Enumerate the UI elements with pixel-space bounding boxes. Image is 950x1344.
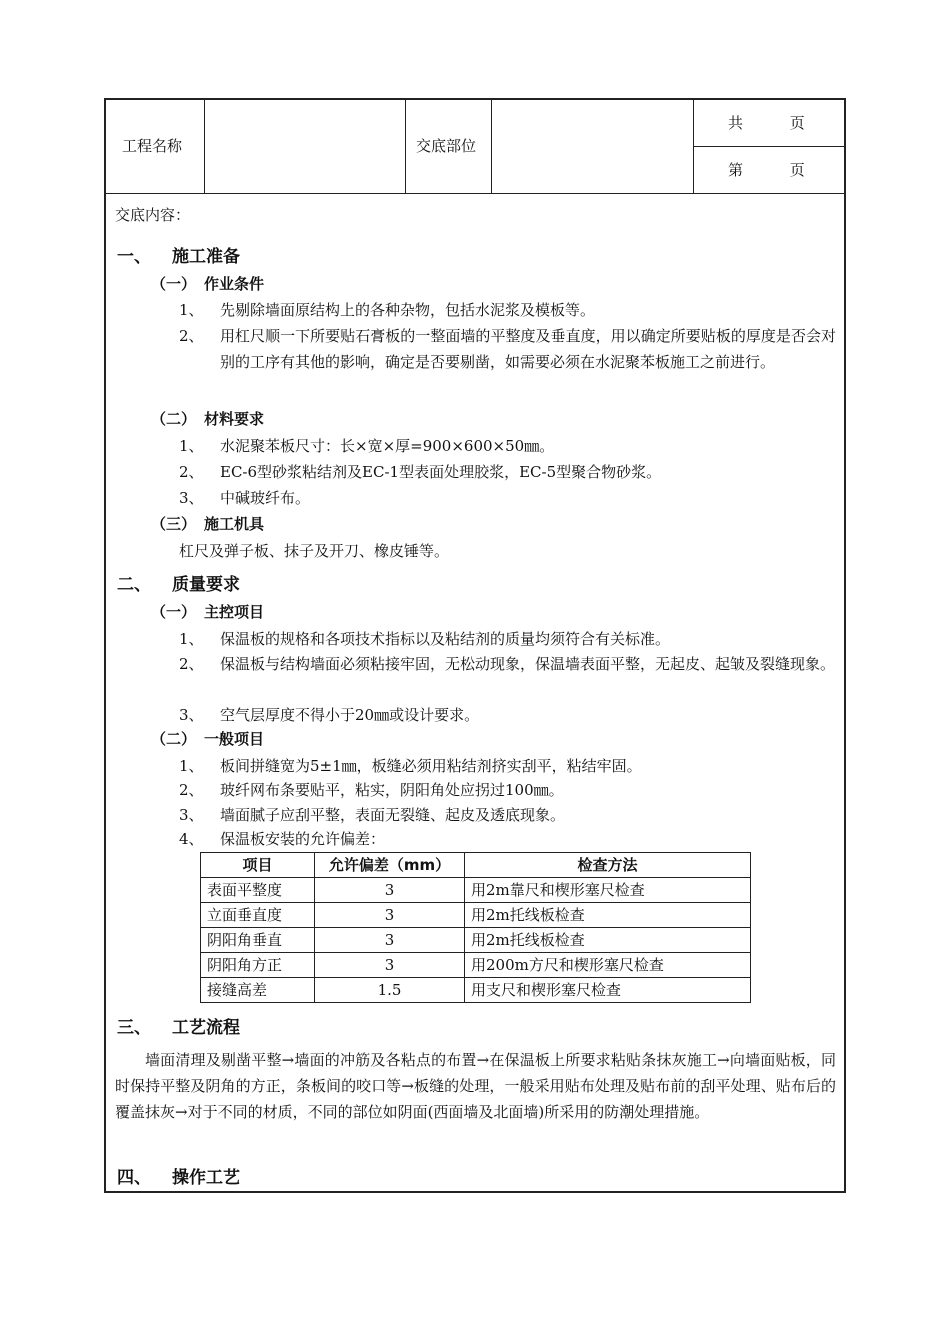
subsection-label: （二） xyxy=(151,410,197,428)
table-header-cell: 项目 xyxy=(201,853,315,878)
table-row xyxy=(201,978,751,1003)
item-number: 1、 xyxy=(179,301,204,319)
item-number: 1、 xyxy=(179,630,204,648)
item-text: 空气层厚度不得小于20㎜或设计要求。 xyxy=(220,706,480,724)
table-cell: 阴阳角方正 xyxy=(201,953,315,978)
section-number: 三、 xyxy=(117,1018,151,1038)
subsection-title: 施工机具 xyxy=(204,515,265,533)
header-divider xyxy=(204,100,205,193)
item-number: 2、 xyxy=(179,463,204,481)
table-cell: 3 xyxy=(315,878,465,903)
item-text: 保温板的规格和各项技术指标以及粘结剂的质量均须符合有关标准。 xyxy=(220,630,671,648)
table-cell: 阴阳角垂直 xyxy=(201,928,315,953)
tolerance-table xyxy=(200,852,751,1003)
table-cell: 接缝高差 xyxy=(201,978,315,1003)
item-text: EC-6型砂浆粘结剂及EC-1型表面处理胶浆，EC-5型聚合物砂浆。 xyxy=(220,463,662,481)
table-row xyxy=(201,903,751,928)
table-header-cell: 检查方法 xyxy=(465,853,751,878)
page-number-label: 第 页 xyxy=(728,161,805,179)
item-text: 先剔除墙面原结构上的各种杂物，包括水泥浆及模板等。 xyxy=(220,301,596,319)
header-table xyxy=(106,100,844,194)
section-title: 施工准备 xyxy=(172,247,240,267)
header-divider xyxy=(405,100,406,193)
table-cell: 立面垂直度 xyxy=(201,903,315,928)
subsection-label: （三） xyxy=(151,515,197,533)
section-title: 操作工艺 xyxy=(172,1168,240,1188)
table-cell: 用2m托线板检查 xyxy=(465,903,751,928)
table-row xyxy=(201,953,751,978)
item-number: 3、 xyxy=(179,489,204,507)
section-number: 一、 xyxy=(117,247,151,267)
table-cell: 用2m托线板检查 xyxy=(465,928,751,953)
item-number: 3、 xyxy=(179,706,204,724)
item-text: 墙面腻子应刮平整，表面无裂缝、起皮及透底现象。 xyxy=(220,806,566,824)
item-number: 2、 xyxy=(179,327,204,345)
item-text: 保温板与结构墙面必须粘接牢固，无松动现象，保温墙表面平整，无起皮、起皱及裂缝现象。 xyxy=(220,655,836,673)
section-number: 四、 xyxy=(117,1168,151,1188)
section-number: 二、 xyxy=(117,575,151,595)
subsection-title: 作业条件 xyxy=(204,275,265,293)
table-cell: 3 xyxy=(315,953,465,978)
table-cell: 3 xyxy=(315,928,465,953)
subsection-label: （一） xyxy=(151,275,197,293)
table-cell: 3 xyxy=(315,903,465,928)
item-number: 2、 xyxy=(179,655,204,673)
item-number: 4、 xyxy=(179,830,204,848)
table-header-cell: 允许偏差（mm） xyxy=(315,853,465,878)
section-title: 质量要求 xyxy=(172,575,240,595)
process-flow-text: 墙面清理及剔凿平整→墙面的冲筋及各粘点的布置→在保温板上所要求粘贴条抹灰施工→向墙面贴板，同时保持平整及阴角的方正，条板间的咬口等→板缝的处理，一般采用贴布处理及贴布前的刮平处理、贴布后的覆盖抹灰→对于不同的材质，不同的部位如阴面(西面墙及北面墙)所采用的防潮处理措施。 xyxy=(115,1051,836,1121)
location-label: 交底部位 xyxy=(416,137,477,155)
subsection-title: 材料要求 xyxy=(204,410,265,428)
header-divider xyxy=(491,100,492,193)
item-text: 保温板安装的允许偏差： xyxy=(220,830,386,848)
subsection-label: （一） xyxy=(151,603,197,621)
table-cell: 表面平整度 xyxy=(201,878,315,903)
subsection-title: 主控项目 xyxy=(204,603,265,621)
item-text: 玻纤网布条要贴平，粘实，阴阳角处应拐过100㎜。 xyxy=(220,781,564,799)
content-label: 交底内容： xyxy=(115,206,191,224)
subsection-label: （二） xyxy=(151,730,197,748)
table-cell: 1.5 xyxy=(315,978,465,1003)
section-title: 工艺流程 xyxy=(172,1018,240,1038)
item-text: 中碱玻纤布。 xyxy=(220,489,311,507)
table-row xyxy=(201,878,751,903)
item-text: 杠尺及弹子板、抹子及开刀、橡皮锤等。 xyxy=(179,542,450,560)
table-cell: 用200m方尺和楔形塞尺检查 xyxy=(465,953,751,978)
item-text: 板间拼缝宽为5±1㎜，板缝必须用粘结剂挤实刮平，粘结牢固。 xyxy=(220,757,642,775)
item-number: 2、 xyxy=(179,781,204,799)
item-text: 水泥聚苯板尺寸：长×宽×厚=900×600×50㎜。 xyxy=(220,437,555,455)
item-number: 1、 xyxy=(179,437,204,455)
subsection-title: 一般项目 xyxy=(204,730,265,748)
item-number: 3、 xyxy=(179,806,204,824)
item-text: 用杠尺顺一下所要贴石膏板的一整面墙的平整度及垂直度，用以确定所要贴板的厚度是否会对别的工序有其他的影响，确定是否要剔凿，如需要必须在水泥聚苯板施工之前进行。 xyxy=(220,327,836,371)
header-divider xyxy=(693,146,844,147)
table-header-row xyxy=(201,853,751,878)
item-number: 1、 xyxy=(179,757,204,775)
table-cell: 用2m靠尺和楔形塞尺检查 xyxy=(465,878,751,903)
table-row xyxy=(201,928,751,953)
project-name-label: 工程名称 xyxy=(122,137,183,155)
table-cell: 用支尺和楔形塞尺检查 xyxy=(465,978,751,1003)
total-pages-label: 共 页 xyxy=(728,114,805,132)
